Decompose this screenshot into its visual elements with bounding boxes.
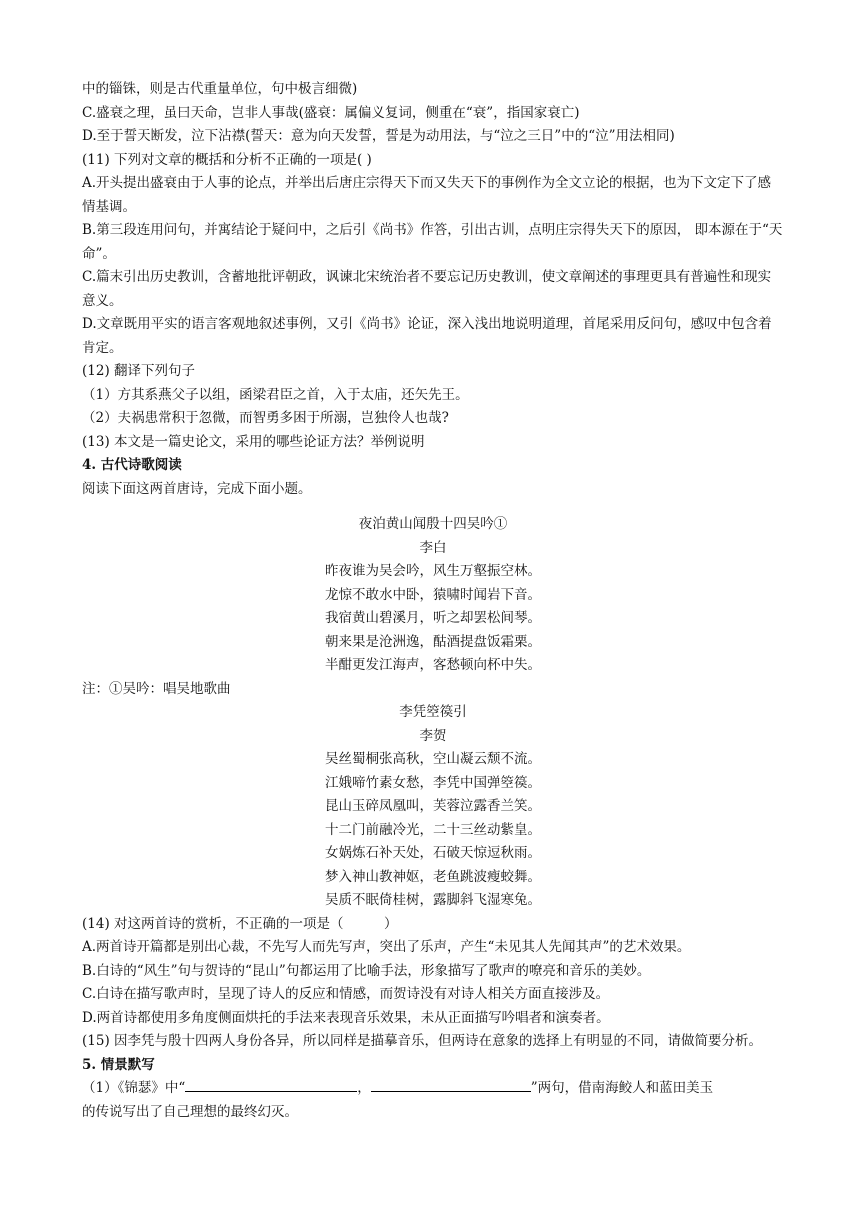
- poem-line: 朝来果是沧洲逸，酤酒提盘饭霜栗。: [325, 633, 541, 650]
- dictation-item-1-cont: 的传说写出了自己理想的最终幻灭。: [82, 1103, 298, 1120]
- section-4-heading: 4. 古代诗歌阅读: [82, 457, 182, 473]
- text-line: 中的锱铢，则是古代重量单位，句中极言细微): [82, 81, 358, 97]
- section-4-intro: 阅读下面这两首唐诗，完成下面小题。: [82, 480, 312, 497]
- poem-line: 半酣更发江海声，客愁顿向杯中失。: [325, 657, 541, 673]
- dictation-suffix: ”两句，借南海鲛人和蓝田美玉: [530, 1080, 714, 1096]
- q12-sentence-2: （2）夫祸患常积于忽微，而智勇多困于所溺，岂独伶人也哉?: [82, 410, 449, 426]
- q14-option-a: A.两首诗开篇都是别出心裁，不先写人而先写声，突出了乐声，产生“未见其人先闻其声”的艺术效果。: [82, 939, 691, 955]
- poem-line: 吴质不眠倚桂树，露脚斜飞湿寒兔。: [325, 892, 541, 908]
- q12-sentence-1: （1）方其系燕父子以组，函梁君臣之首，入于太庙，还矢先王。: [82, 386, 469, 403]
- poem-1-author: 李白: [419, 539, 447, 556]
- answer-blank-2[interactable]: [371, 1077, 531, 1092]
- q14-option-d: D.两首诗都使用多角度侧面烘托的手法来表现音乐效果，未从正面描写吟唱者和演奏者。: [82, 1009, 610, 1026]
- q11-option-b: B.第三段连用问句，并寓结论于疑问中，之后引《尚书》作答，引出古训，点明庄宗得失天下的原因， 即本源在于“天命”。: [82, 222, 783, 262]
- section-5-heading: 5. 情景默写: [82, 1056, 155, 1073]
- dictation-separator: ，: [357, 1080, 371, 1096]
- q14-option-c: C.白诗在描写歌声时，呈现了诗人的反应和情感，而贺诗没有对诗人相关方面直接涉及。: [82, 986, 610, 1002]
- poem-line: 我宿黄山碧溪月，听之却罢松间琴。: [325, 610, 541, 626]
- question-12: (12) 翻译下列句子: [82, 363, 196, 379]
- poem-line: 江娥啼竹素女愁，李凭中国弹箜篌。: [325, 774, 541, 791]
- q14-option-b: B.白诗的“风生”句与贺诗的“昆山”句都运用了比喻手法，形象描写了歌声的嘹亮和音乐的美妙。: [82, 962, 651, 979]
- question-11: (11) 下列对文章的概括和分析不正确的一项是( ): [82, 151, 372, 168]
- q11-option-d: D.文章既用平实的语言客观地叙述事例，又引《尚书》论证，深入浅出地说明道理，首尾采用反问句，感叹中包含着肯定。: [82, 316, 772, 356]
- poem-line: 龙惊不敢水中卧，猿啸时闻岩下音。: [325, 586, 541, 603]
- poem-1-note: 注：①吴吟：唱吴地歌曲: [82, 680, 231, 697]
- question-14: (14) 对这两首诗的赏析，不正确的一项是（ ）: [82, 915, 398, 932]
- poem-line: 十二门前融冷光，二十三丝动紫皇。: [325, 821, 541, 838]
- question-13: (13) 本文是一篇史论文，采用的哪些论证方法？举例说明: [82, 433, 425, 450]
- poem-2: [82, 701, 784, 913]
- dictation-prefix: （1）《锦瑟》中“: [82, 1080, 186, 1096]
- dictation-item-1: [82, 1077, 784, 1101]
- poem-line: 吴丝蜀桐张高秋，空山凝云颓不流。: [325, 751, 541, 767]
- poem-2-title: 李凭箜篌引: [399, 704, 467, 720]
- poem-line: 女娲炼石补天处，石破天惊逗秋雨。: [325, 845, 541, 861]
- poem-1-title: 夜泊黄山闻殷十四吴吟①: [358, 516, 508, 532]
- q11-option-a: A.开头提出盛衰由于人事的论点，并举出后唐庄宗得天下而又失天下的事例作为全文立论的根据，也为下文定下了感情基调。: [82, 175, 772, 215]
- poem-line: 昆山玉碎凤凰叫，芙蓉泣露香兰笑。: [325, 798, 541, 814]
- option-d: D.至于誓天断发，泣下沾襟(誓天：意为向天发誓，誓是为动用法，与“泣之三日”中的“泣”用法相同): [82, 128, 675, 144]
- option-c: C.盛衰之理，虽曰天命，岂非人事哉(盛衰：属偏义复词，侧重在“衰”，指国家衰亡): [82, 104, 580, 121]
- answer-blank-1[interactable]: [185, 1077, 357, 1092]
- poem-2-author: 李贺: [419, 727, 447, 744]
- q11-option-c: C.篇末引出历史教训，含蓄地批评朝政，讽谏北宋统治者不要忘记历史教训，使文章阐述的事理更具有普遍性和现实意义。: [82, 269, 772, 309]
- poem-line: 昨夜谁为吴会吟，风生万壑振空林。: [325, 563, 541, 579]
- poem-line: 梦入神山教神妪，老鱼跳波瘦蛟舞。: [325, 868, 541, 885]
- document-body: [82, 78, 784, 1124]
- poem-1: [82, 513, 784, 678]
- question-15: (15) 因李凭与殷十四两人身份各异，所以同样是描摹音乐，但两诗在意象的选择上有明显的不同，请做简要分析。: [82, 1033, 763, 1049]
